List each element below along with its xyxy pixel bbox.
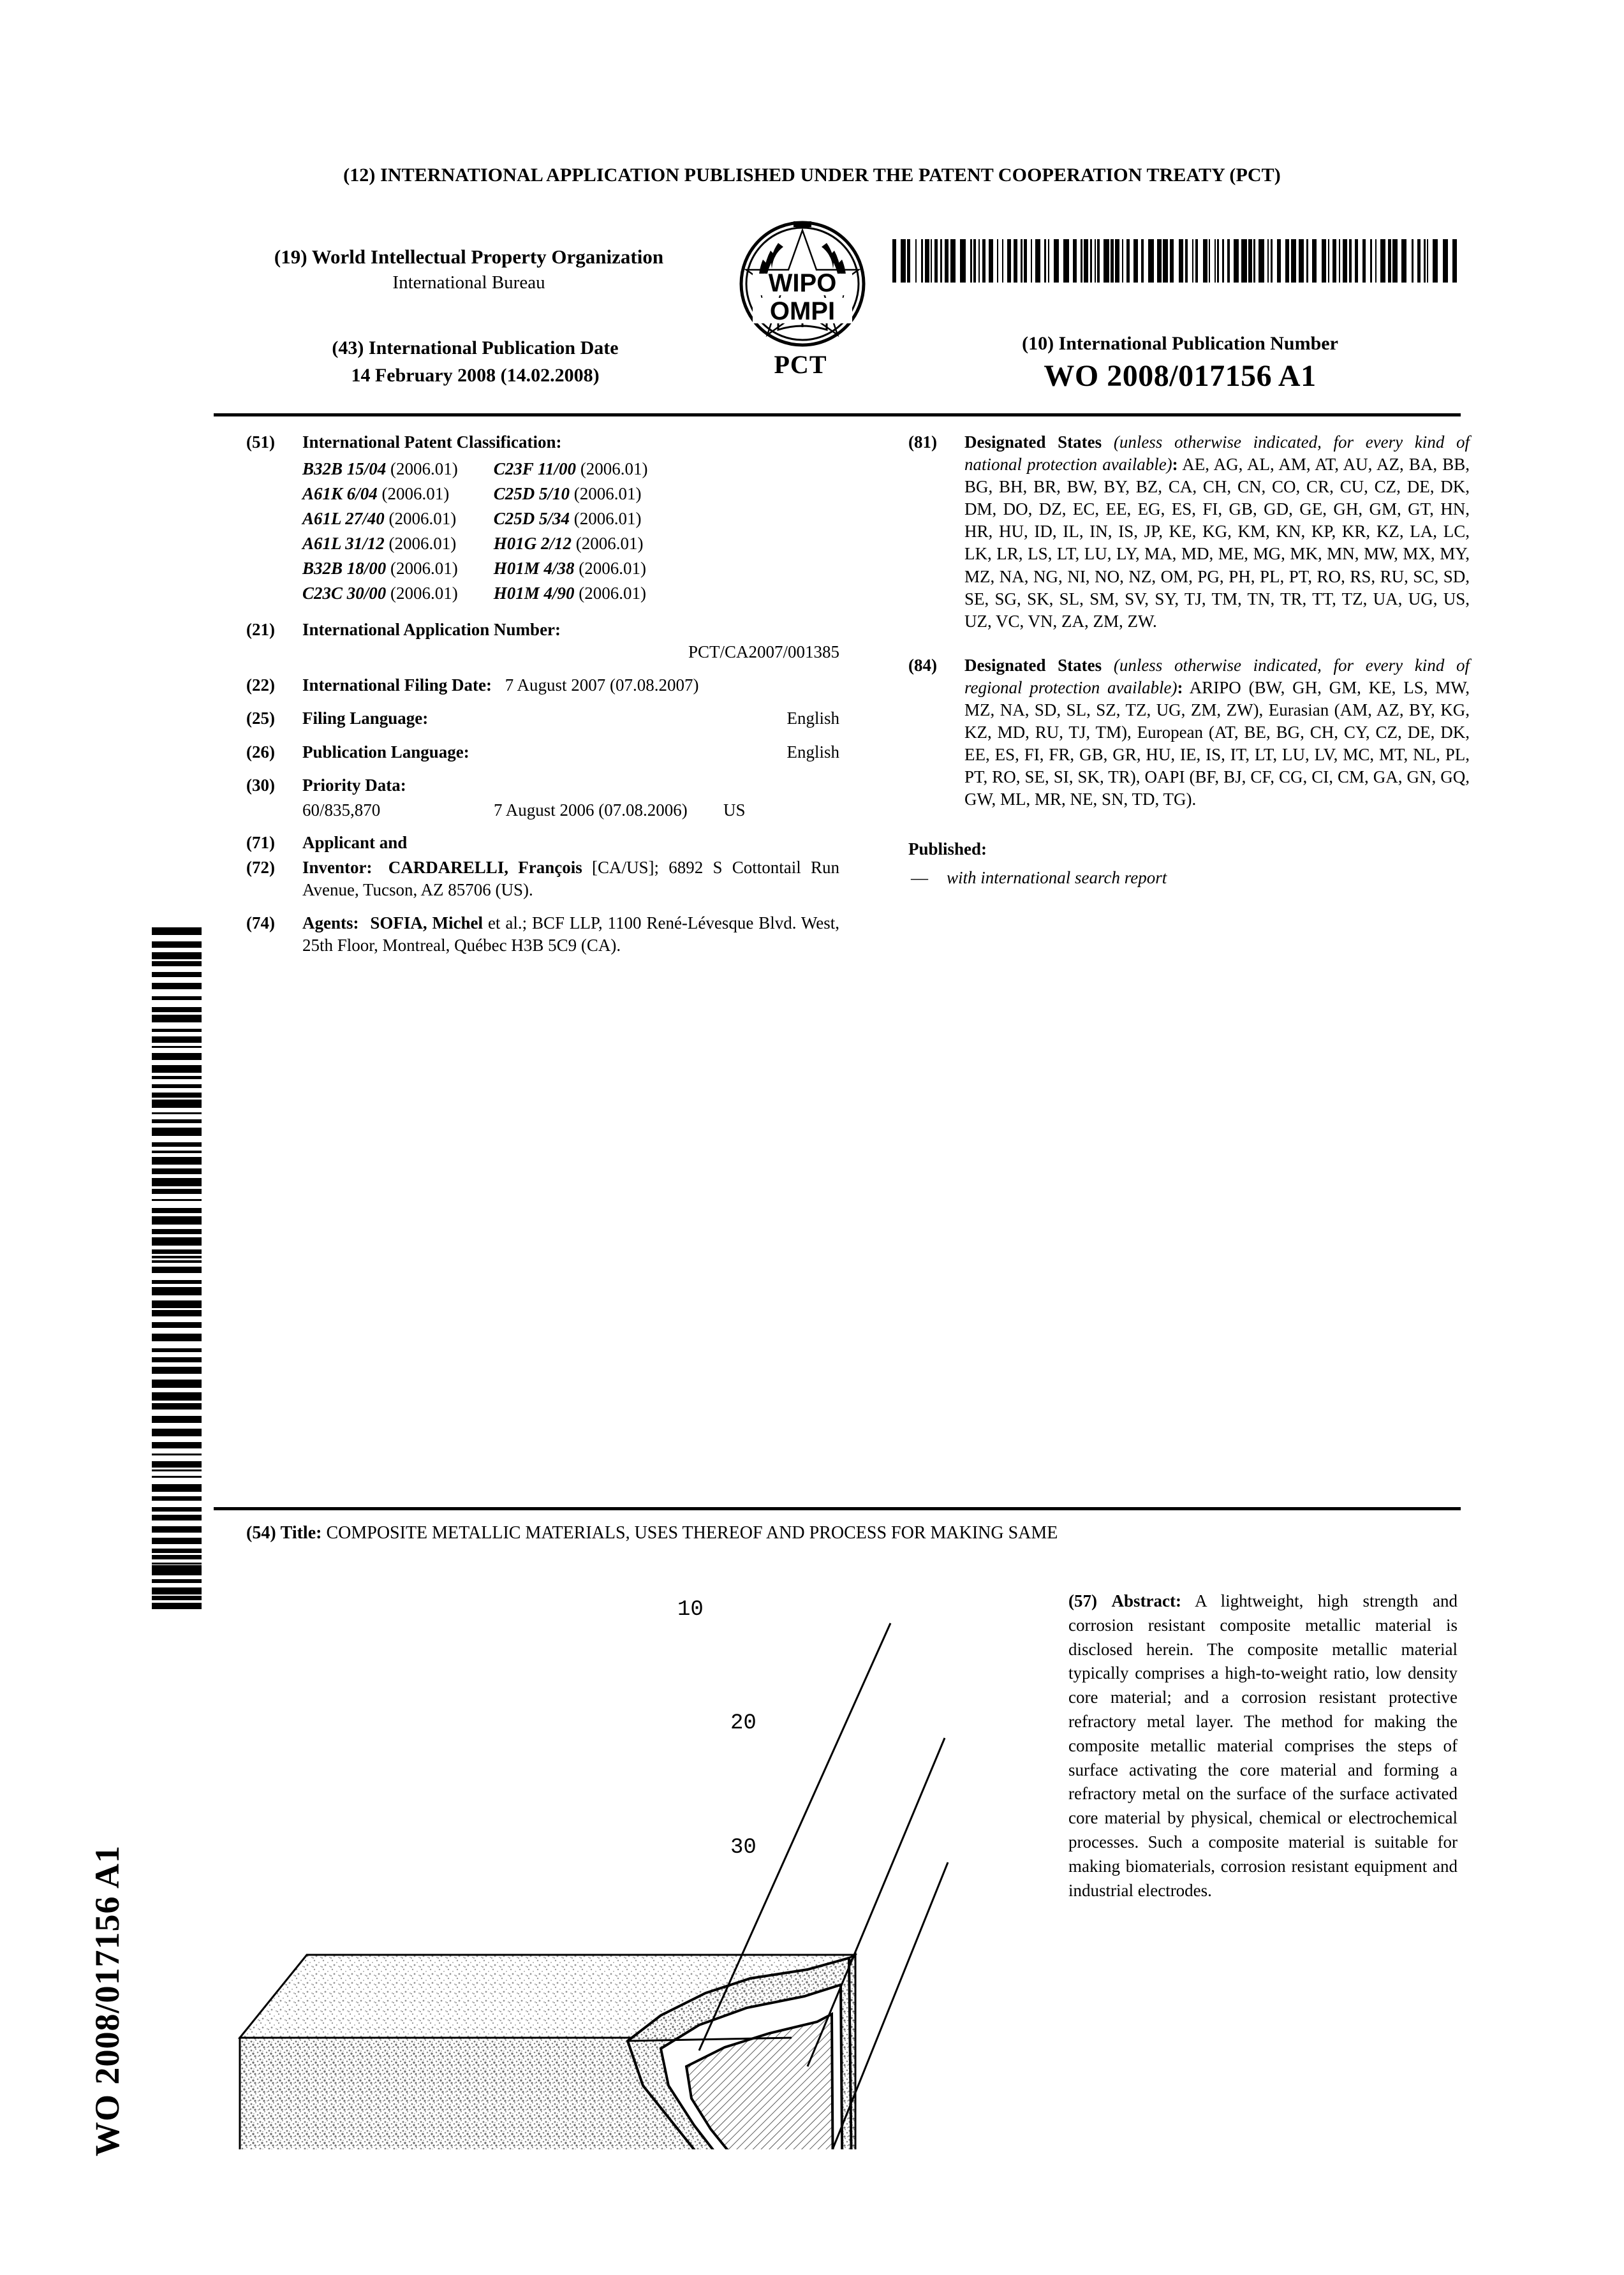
publication-number-block [893,333,1467,394]
priority-date: 7 August 2006 (07.08.2006) [494,800,688,820]
ipc-version: (2006.01) [390,584,458,603]
table-row [302,582,648,607]
abstract-tag: (57) [1068,1591,1097,1610]
table-row [302,508,648,533]
ipc-version: (2006.01) [579,584,647,603]
publication-language-value: English [786,742,839,762]
document-kind-heading: (12) INTERNATIONAL APPLICATION PUBLISHED UNDER THE PATENT COOPERATION TREATY (PCT) [343,165,1281,186]
ipc-code: H01M 4/38 [493,559,575,578]
wipo-name-text: World Intellectual Property Organization [311,246,664,268]
wipo-organization-name [210,244,727,270]
published-item-text: with international search report [947,867,1167,887]
publication-language-tag: (26) [246,742,275,762]
abstract-text: A lightweight, high strength and corrosion resistant composite metallic material is disclosed herein. The composite metallic material typically comprises a high-to-weight ratio, low density core material; and a corrosion resistant protective refractory metal layer. The method for making the composite metallic material comprises the steps of surface activating the core material and forming a refractory metal on the surface of the surface activated core material by physical, chemical or electrochemical processes. Such a composite material is suitable for making biomaterials, corrosion resistant equipment and industrial electrodes. [1068,1591,1458,1900]
reference-numeral-30: 30 [730,1836,757,1860]
agents-tag: (74) [246,913,275,933]
ipc-version: (2006.01) [381,484,450,504]
header-divider [214,413,1461,416]
published-item [908,867,1470,889]
designated-states-regional-colon: : [1177,677,1183,697]
abstract-label: Abstract: [1111,1591,1182,1610]
filing-date-entry [246,674,839,696]
priority-number: 60/835,870 [302,800,381,820]
ipc-version: (2006.01) [388,509,457,529]
priority-data-tag: (30) [246,775,275,795]
application-number-tag: (21) [246,620,275,640]
ipc-version: (2006.01) [575,534,644,554]
ipc-code: B32B 15/04 [302,459,387,479]
applicant-label: Applicant and [302,832,408,852]
inventor-label: Inventor: [302,857,373,877]
abstract-block [1068,1589,1458,1903]
inventor-entry [246,857,839,901]
page-title [246,1523,1458,1543]
ipc-version: (2006.01) [579,559,647,578]
designated-states-national-label: Designated States [964,432,1102,452]
application-number-entry [246,619,839,663]
designated-states-regional-tag: (84) [908,655,937,675]
publication-date-label [223,335,727,362]
publication-number-label [893,333,1467,355]
publication-number-value: WO 2008/017156 A1 [1044,359,1317,393]
table-row [302,557,648,582]
ipc-entry [246,431,839,607]
dash-icon: — [911,867,928,887]
ipc-code: H01G 2/12 [493,534,572,554]
reference-numeral-20: 20 [730,1711,757,1735]
designated-states-regional-list: ARIPO (BW, GH, GM, KE, LS, MW, MZ, NA, SD, SL, SZ, TZ, UG, ZM, ZW), Eurasian (AM, AZ, BY, KG, KZ, MD, RU, TJ, TM), European (AT, BE, BG, CH, CY, CZ, DE, DK, EE, ES, FI, FR, GB, GR, HU, IE, IS, IT, LT, LU, LV, MC, MT, NL, PL, PT, RO, SE, SI, SK, TR), OAPI (BF, BJ, CF, CG, CI, CM, GA, GN, GQ, GW, ML, MR, NE, SN, TD, TG). [964,677,1470,809]
wipo-ompi-seal-icon [739,220,866,346]
ipc-code: C25D 5/10 [493,484,570,504]
ipc-code: C25D 5/34 [493,509,570,529]
ipc-version: (2006.01) [573,509,642,529]
publication-language-label: Publication Language: [302,742,469,762]
publication-date-label-text: International Publication Date [368,337,619,358]
bibliographic-right-column [908,431,1470,889]
designated-states-national-tag: (81) [908,432,937,452]
designated-states-national-qualifier: (unless otherwise indicated, for every kind of national protection available) [964,432,1470,475]
filing-language-entry [246,707,839,730]
agents-address: et al.; BCF LLP, 1100 René-Lévesque Blvd. West, 25th Floor, Montreal, Québec H3B 5C9 (CA). [302,913,840,955]
wipo-bureau-label: International Bureau [392,272,545,293]
ipc-code: A61L 31/12 [302,534,385,554]
ipc-version: (2006.01) [390,459,458,479]
ipc-code: B32B 18/00 [302,559,387,578]
side-publication-number: WO 2008/017156 A1 [88,1844,126,2156]
barcode-icon [890,239,1464,283]
ipc-label: International Patent Classification: [302,432,562,452]
filing-language-tag: (25) [246,709,275,728]
svg-text:WIPO: WIPO [768,269,837,297]
bibliographic-left-column [246,431,839,968]
ipc-code: A61L 27/40 [302,509,385,529]
application-number-value: PCT/CA2007/001385 [688,642,839,662]
ipc-version: (2006.01) [573,484,642,504]
table-row [302,483,648,508]
filing-language-label: Filing Language: [302,709,429,728]
pct-wordmark: PCT [774,350,827,379]
vertical-barcode-icon [152,926,202,1607]
publication-date-value: 14 February 2008 (14.02.2008) [351,364,600,386]
publication-number-tag: (10) [1022,333,1054,354]
title-label: Title: [280,1523,322,1543]
published-heading: Published: [908,839,987,858]
applicant-entry [246,832,839,854]
publication-number-label-text: International Publication Number [1058,333,1338,354]
title-tag: (54) [246,1523,276,1543]
designated-states-regional-qualifier: (unless otherwise indicated, for every kind of regional protection available) [964,655,1470,697]
filing-language-value: English [786,709,839,728]
priority-country: US [723,800,746,820]
reference-numeral-10: 10 [677,1598,704,1622]
ipc-code: C23C 30/00 [302,584,387,603]
designated-states-regional-entry [908,654,1470,811]
ipc-version: (2006.01) [388,534,457,554]
wipo-tag: (19) [274,246,307,268]
inventor-tag: (72) [246,857,275,877]
ipc-code: H01M 4/90 [493,584,575,603]
filing-date-tag: (22) [246,675,275,695]
ipc-tag: (51) [246,432,275,452]
agents-entry [246,912,839,957]
svg-text:OMPI: OMPI [769,297,836,325]
ipc-code: A61K 6/04 [302,484,378,504]
designated-states-national-entry [908,431,1470,633]
priority-data-label: Priority Data: [302,775,406,795]
designated-states-national-colon: : [1172,455,1178,475]
table-row [302,458,648,483]
ipc-code-table [302,458,648,607]
application-number-label: International Application Number: [302,620,561,640]
title-text: COMPOSITE METALLIC MATERIALS, USES THEREOF AND PROCESS FOR MAKING SAME [326,1523,1058,1543]
filing-date-value: 7 August 2007 (07.08.2007) [505,675,699,695]
ipc-code: C23F 11/00 [493,459,577,479]
agents-label: Agents: [302,913,359,933]
priority-row [302,799,839,821]
wipo-organization-block [210,244,727,295]
filing-date-label: International Filing Date: [302,675,492,695]
publication-date-tag: (43) [332,337,364,358]
composite-block-cutaway-figure-icon [214,1575,1056,2149]
designated-states-national-list: AE, AG, AL, AM, AT, AU, AZ, BA, BB, BG, BH, BR, BW, BY, BZ, CA, CH, CN, CO, CR, CU, CZ, DE, DK, DM, DO, DZ, EC, EE, EG, ES, FI, GB, GD, GE, GH, GM, GT, HN, HR, HU, ID, IL, IN, IS, JP, KE, KG, KM, KN, KP, KR, KZ, LA, LC, LK, LR, LS, LT, LU, LY, MA, MD, ME, MG, MK, MN, MW, MX, MY, MZ, NA, NG, NI, NO, NZ, OM, PG, PH, PL, PT, RO, RS, RU, SC, SD, SE, SG, SK, SL, SM, SV, SY, TJ, TM, TN, TR, TT, TZ, UA, UG, US, UZ, VC, VN, ZA, ZM, ZW. [964,455,1470,631]
body-divider [214,1507,1461,1510]
ipc-version: (2006.01) [580,459,648,479]
inventor-name: CARDARELLI, François [388,857,582,877]
publication-language-entry [246,741,839,763]
agents-name: SOFIA, Michel [370,913,484,933]
table-row [302,533,648,557]
vertical-barcode-icon [152,1564,202,1614]
designated-states-regional-label: Designated States [964,655,1102,675]
applicant-tag: (71) [246,832,275,852]
priority-data-entry [246,774,839,821]
ipc-version: (2006.01) [390,559,458,578]
inventor-address: [CA/US]; 6892 S Cottontail Run Avenue, Tucson, AZ 85706 (US). [302,857,840,899]
publication-date-block [223,335,727,389]
